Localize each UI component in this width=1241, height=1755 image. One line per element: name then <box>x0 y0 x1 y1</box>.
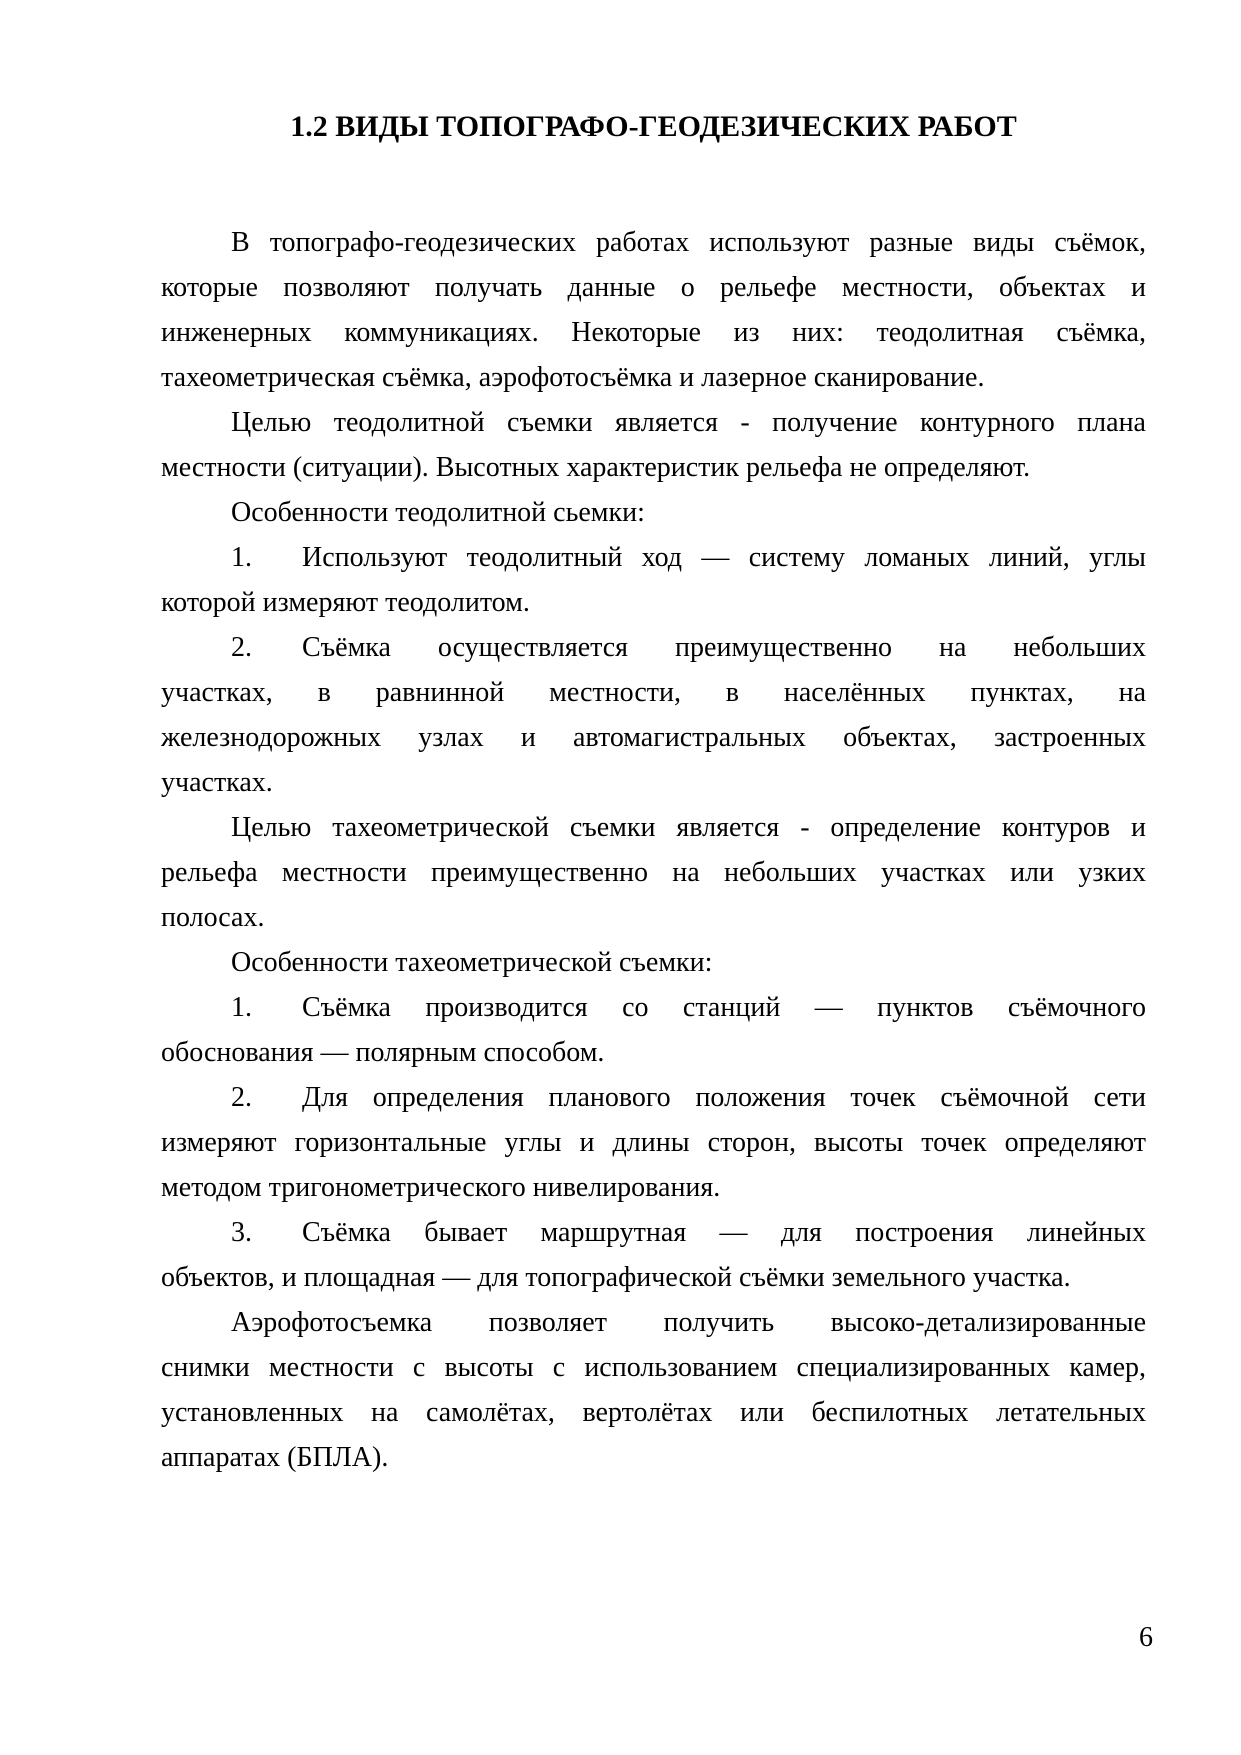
text-line: измеряют горизонтальные углы и длины сторон, высоты точек определяют <box>161 1127 1146 1158</box>
list-number: 2. <box>231 632 252 663</box>
paragraph <box>161 1075 1146 1210</box>
text-line: 3. Съёмка бывает маршрутная — для построения линейных <box>231 1217 1146 1248</box>
text-line: железнодорожных узлах и автомагистральных объектах, застроенных <box>161 722 1146 753</box>
tab-space <box>252 655 302 656</box>
list-number: 3. <box>231 1217 252 1248</box>
text-line: инженерных коммуникациях. Некоторые из них: теодолитная съёмка, <box>161 317 1146 348</box>
text-line: аппаратах (БПЛА). <box>161 1442 389 1473</box>
text-line: установленных на самолётах, вертолётах или беспилотных летательных <box>161 1397 1146 1428</box>
text-line: 2. Для определения планового положения точек съёмочной сети <box>231 1082 1146 1113</box>
paragraph <box>161 1300 1146 1480</box>
text-line: полосах. <box>161 902 265 933</box>
list-number: 1. <box>231 992 252 1023</box>
paragraph <box>161 490 1146 535</box>
text-line: объектов, и площадная — для топографической съёмки земельного участка. <box>161 1262 1071 1293</box>
list-number: 1. <box>231 542 252 573</box>
text-line: участках, в равнинной местности, в населённых пунктах, на <box>161 677 1146 708</box>
paragraph <box>161 940 1146 985</box>
text-line: Целью тахеометрической съемки является - определение контуров и <box>231 812 1146 843</box>
text-line: методом тригонометрического нивелирования. <box>161 1172 721 1203</box>
text-line: Особенности тахеометрической съемки: <box>231 947 713 978</box>
paragraph <box>161 220 1146 400</box>
text-line: Особенности теодолитной сьемки: <box>231 497 645 528</box>
text-line: участках. <box>161 767 273 798</box>
paragraph <box>161 400 1146 490</box>
tab-space <box>252 1240 302 1241</box>
text-line: снимки местности с высоты с использованием специализированных камер, <box>161 1352 1146 1383</box>
text-line: В топографо-геодезических работах используют разные виды съёмок, <box>231 227 1146 258</box>
paragraph <box>161 985 1146 1075</box>
text-line: которые позволяют получать данные о рельефе местности, объектах и <box>161 272 1146 303</box>
tab-space <box>252 565 302 566</box>
text-line: которой измеряют теодолитом. <box>161 587 530 618</box>
document-body <box>161 220 1146 1480</box>
text-line: Аэрофотосъемка позволяет получить высоко-детализированные <box>231 1307 1146 1338</box>
tab-space <box>252 1015 302 1016</box>
section-title: 1.2 ВИДЫ ТОПОГРАФО-ГЕОДЕЗИЧЕСКИХ РАБОТ <box>290 110 1017 143</box>
text-line: 2. Съёмка осуществляется преимущественно на небольших <box>231 632 1146 663</box>
text-line: обоснования — полярным способом. <box>161 1037 605 1068</box>
list-number: 2. <box>231 1082 252 1113</box>
text-line: рельефа местности преимущественно на небольших участках или узких <box>161 857 1146 888</box>
paragraph <box>161 1210 1146 1300</box>
page-number: 6 <box>1139 1622 1153 1653</box>
tab-space <box>252 1105 302 1106</box>
text-line: местности (ситуации). Высотных характеристик рельефа не определяют. <box>161 452 1031 483</box>
paragraph <box>161 535 1146 625</box>
text-line: 1. Используют теодолитный ход — систему ломаных линий, углы <box>231 542 1146 573</box>
text-line: тахеометрическая съёмка, аэрофотосъёмка и лазерное сканирование. <box>161 362 985 393</box>
paragraph <box>161 625 1146 805</box>
text-line: Целью теодолитной съемки является - получение контурного плана <box>231 407 1146 438</box>
paragraph <box>161 805 1146 940</box>
text-line: 1. Съёмка производится со станций — пунктов съёмочного <box>231 992 1146 1023</box>
